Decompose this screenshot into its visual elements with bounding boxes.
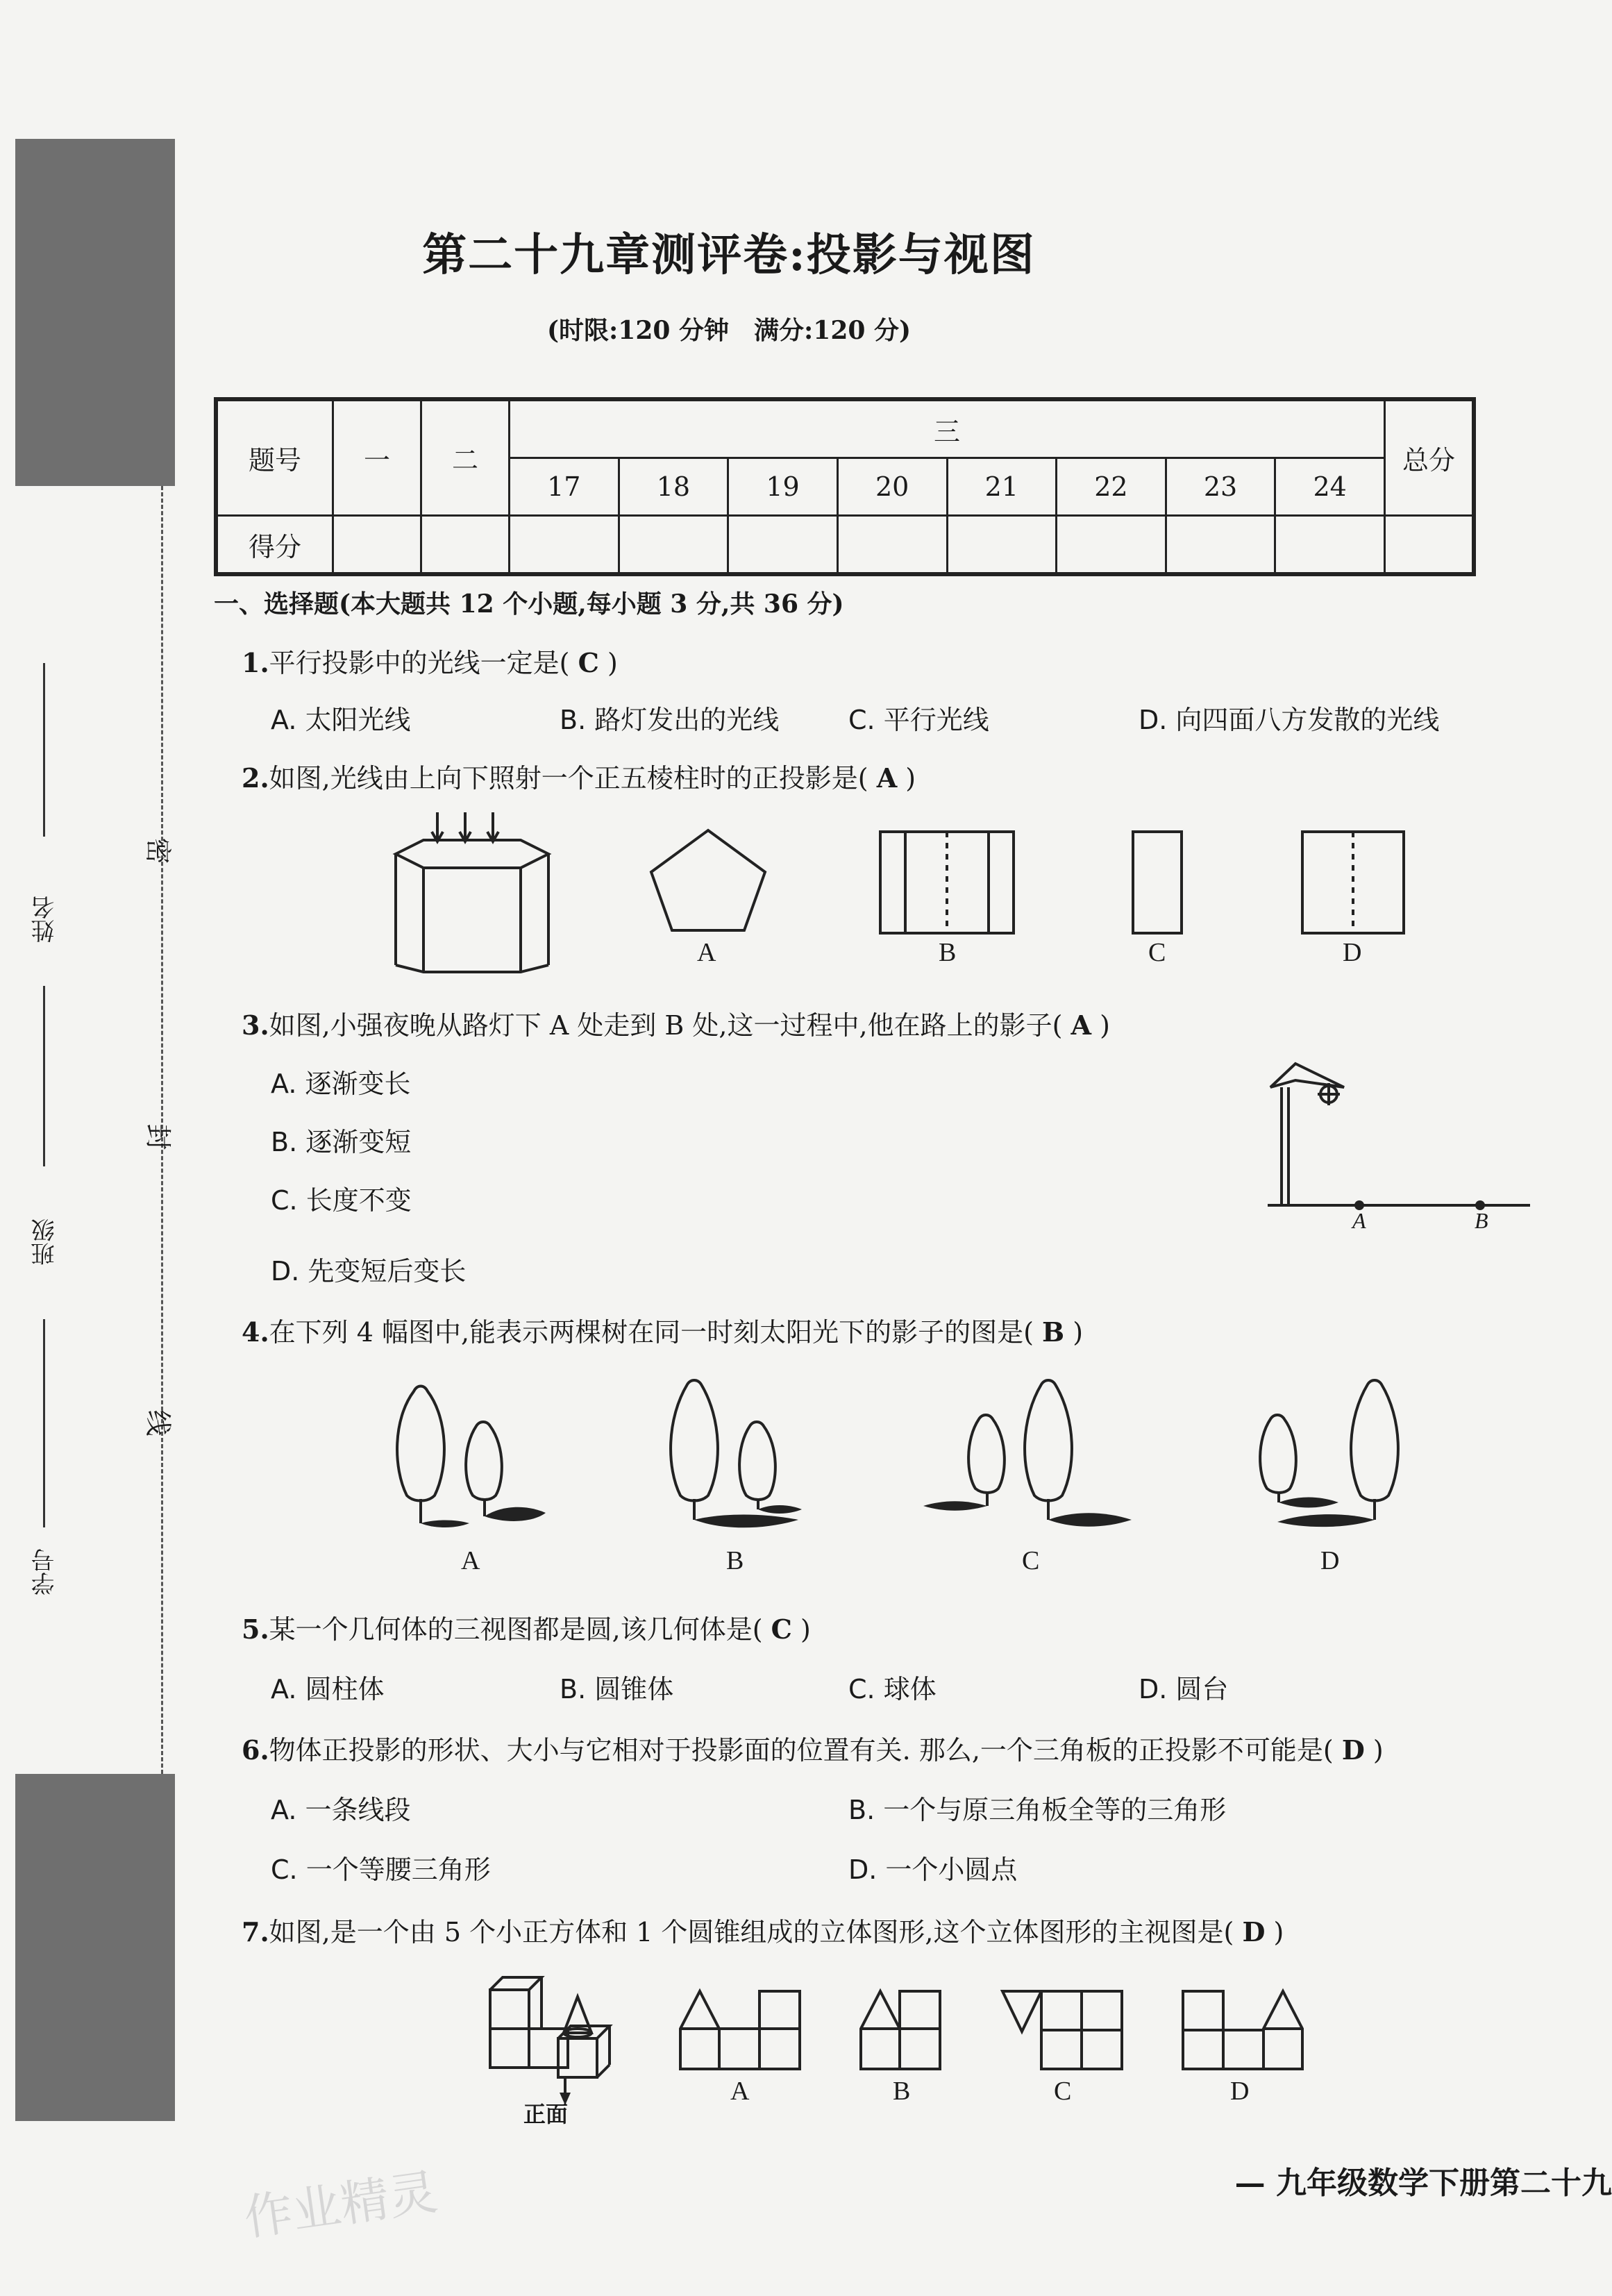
sub-col: 20 [837, 458, 947, 516]
q5-option-d[interactable]: D. 圆台 [1139, 1674, 1229, 1704]
score-cell[interactable] [619, 516, 728, 575]
q5-option-b[interactable]: B. 圆锥体 [560, 1674, 674, 1704]
section-heading: 一、选择题(本大题共 12 个小题,每小题 3 分,共 36 分) [214, 589, 844, 619]
q3-close: ) [1100, 1010, 1110, 1041]
q7-option-a-figure[interactable] [679, 1990, 803, 2070]
q7-label-d: D [1230, 2077, 1250, 2106]
front-view-label: 正面 [523, 2102, 569, 2127]
q1-number: 1. [242, 647, 269, 678]
question-5 [242, 1608, 811, 1646]
row-label-number: 题号 [216, 399, 333, 516]
q6-option-a[interactable]: A. 一条线段 [271, 1795, 411, 1825]
score-cell[interactable] [1385, 516, 1475, 575]
q3-point-a-label: A [1352, 1208, 1366, 1233]
q4-text: 在下列 4 幅图中,能表示两棵树在同一时刻太阳光下的影子的图是( [269, 1317, 1034, 1348]
q1-option-a[interactable]: A. 太阳光线 [271, 705, 411, 735]
score-cell[interactable] [510, 516, 619, 575]
class-label: 班级 [31, 1218, 59, 1266]
q7-option-b-figure[interactable] [859, 1990, 941, 2070]
q2-label-d: D [1343, 938, 1362, 967]
sub-col: 17 [510, 458, 619, 516]
score-cell[interactable] [1057, 516, 1166, 575]
page-subtitle: (时限:120 分钟 满分:120 分) [546, 316, 911, 345]
q6-option-b[interactable]: B. 一个与原三角板全等的三角形 [848, 1795, 1227, 1825]
sub-col: 23 [1166, 458, 1275, 516]
q5-text: 某一个几何体的三视图都是圆,该几何体是( [269, 1614, 763, 1645]
q7-text: 如图,是一个由 5 个小正方体和 1 个圆锥组成的立体图形,这个立体图形的主视图是( [269, 1917, 1234, 1947]
streetlight-figure [1268, 1059, 1531, 1212]
score-cell[interactable] [947, 516, 1057, 575]
student-id-label: 学号 [31, 1548, 59, 1595]
row-label-score: 得分 [216, 516, 333, 575]
question-1 [242, 642, 618, 680]
col-three: 三 [510, 399, 1385, 458]
q3-point-b-label: B [1475, 1208, 1488, 1233]
q5-option-c[interactable]: C. 球体 [848, 1674, 937, 1704]
q6-option-c[interactable]: C. 一个等腰三角形 [271, 1854, 491, 1885]
score-table [214, 397, 1476, 576]
q1-option-b[interactable]: B. 路灯发出的光线 [560, 705, 780, 735]
q1-option-c[interactable]: C. 平行光线 [848, 705, 989, 735]
col-one: 一 [333, 399, 421, 516]
q3-option-a[interactable]: A. 逐渐变长 [271, 1069, 411, 1099]
q7-option-d-figure[interactable] [1182, 1990, 1305, 2070]
q2-label-c: C [1148, 938, 1166, 967]
q4-close: ) [1073, 1317, 1084, 1348]
q1-text: 平行投影中的光线一定是( [269, 648, 570, 678]
q3-option-d[interactable]: D. 先变短后变长 [271, 1256, 467, 1287]
q3-text: 如图,小强夜晚从路灯下 A 处走到 B 处,这一过程中,他在路上的影子( [269, 1010, 1063, 1041]
q4-option-a-figure[interactable] [386, 1377, 566, 1537]
margin-block-bottom [15, 1774, 175, 2121]
watermark: 作业精灵 [240, 2163, 442, 2247]
q2-label-b: B [939, 938, 957, 967]
q4-number: 4. [242, 1316, 269, 1348]
score-cell[interactable] [728, 516, 838, 575]
q4-answer: B [1042, 1316, 1065, 1348]
score-cell[interactable] [333, 516, 421, 575]
q4-label-a: A [461, 1546, 480, 1575]
question-4 [242, 1311, 1083, 1349]
cubes-cone-figure [489, 1969, 628, 2108]
score-cell[interactable] [1275, 516, 1385, 575]
page-footer: — 九年级数学下册第二十九 [1234, 2165, 1612, 2201]
score-cell[interactable] [421, 516, 510, 575]
q1-close: ) [607, 648, 618, 678]
q6-number: 6. [242, 1734, 269, 1766]
q7-label-c: C [1054, 2077, 1072, 2106]
q2-answer: A [876, 762, 898, 794]
sub-col: 22 [1057, 458, 1166, 516]
sub-col: 21 [947, 458, 1057, 516]
q4-option-b-figure[interactable] [660, 1377, 840, 1537]
name-blank[interactable] [43, 663, 45, 837]
score-cell[interactable] [1166, 516, 1275, 575]
q3-option-c[interactable]: C. 长度不变 [271, 1185, 412, 1216]
class-blank[interactable] [43, 986, 45, 1166]
q7-answer: D [1242, 1916, 1266, 1947]
question-3 [242, 1004, 1110, 1042]
q5-option-a[interactable]: A. 圆柱体 [271, 1674, 385, 1704]
score-cell[interactable] [837, 516, 947, 575]
q5-answer: C [771, 1614, 792, 1645]
col-total: 总分 [1385, 399, 1475, 516]
q3-number: 3. [242, 1009, 269, 1041]
q6-close: ) [1372, 1735, 1384, 1766]
col-two: 二 [421, 399, 510, 516]
question-6 [242, 1729, 1384, 1767]
q7-number: 7. [242, 1916, 269, 1947]
name-label: 姓名 [31, 896, 59, 943]
q6-option-d[interactable]: D. 一个小圆点 [848, 1854, 1018, 1885]
q3-answer: A [1071, 1009, 1091, 1041]
page-title: 第二十九章测评卷:投影与视图 [422, 229, 1036, 281]
q2-close: ) [905, 763, 916, 794]
prism-figure [389, 812, 555, 979]
sub-col: 18 [619, 458, 728, 516]
q2-text: 如图,光线由上向下照射一个正五棱柱时的正投影是( [269, 763, 868, 794]
q7-close: ) [1273, 1917, 1284, 1947]
q4-label-d: D [1320, 1546, 1340, 1575]
q2-option-a-figure[interactable] [646, 826, 771, 937]
q7-label-a: A [730, 2077, 750, 2106]
q7-option-c-figure[interactable] [1001, 1990, 1125, 2070]
q7-label-b: B [893, 2077, 911, 2106]
q5-close: ) [800, 1614, 811, 1645]
q2-number: 2. [242, 762, 269, 794]
q2-option-b-figure[interactable] [879, 830, 1015, 935]
student-id-blank[interactable] [43, 1319, 45, 1527]
q2-label-a: A [697, 938, 716, 967]
q1-answer: C [578, 647, 599, 678]
q3-option-b[interactable]: B. 逐渐变短 [271, 1127, 412, 1157]
seal-char-3: 线 [142, 1409, 174, 1436]
q6-text: 物体正投影的形状、大小与它相对于投影面的位置有关. 那么,一个三角板的正投影不可能是( [269, 1735, 1334, 1766]
seal-char-1: 密 [142, 837, 174, 864]
q6-answer: D [1341, 1734, 1365, 1766]
q4-option-c-figure[interactable] [923, 1377, 1145, 1537]
q5-number: 5. [242, 1614, 269, 1645]
q4-label-c: C [1022, 1546, 1040, 1575]
q1-option-d[interactable]: D. 向四面八方发散的光线 [1139, 705, 1440, 735]
question-7 [242, 1911, 1284, 1949]
seal-char-2: 封 [142, 1123, 174, 1150]
q2-option-d-figure[interactable] [1301, 830, 1405, 935]
sub-col: 24 [1275, 458, 1385, 516]
q4-label-b: B [726, 1546, 744, 1575]
sub-col: 19 [728, 458, 838, 516]
q4-option-d-figure[interactable] [1250, 1377, 1458, 1537]
question-2 [242, 757, 916, 795]
q2-option-c-figure[interactable] [1132, 830, 1183, 935]
